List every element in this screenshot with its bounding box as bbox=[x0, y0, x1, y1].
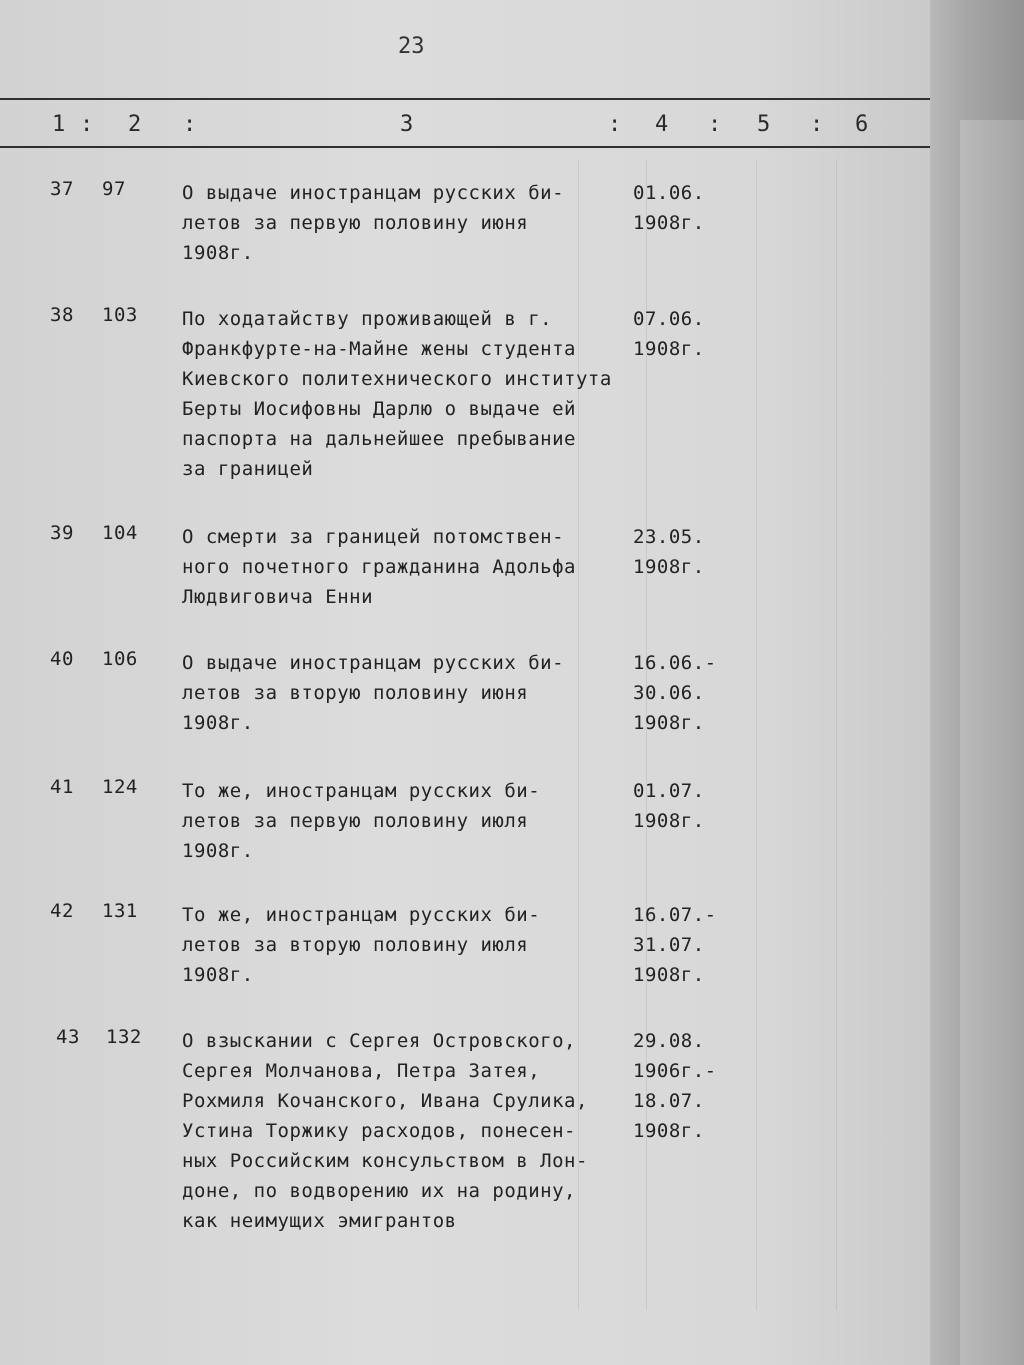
row-number: 38 bbox=[50, 304, 74, 326]
date-line: 31.07. bbox=[633, 934, 705, 956]
description-line: О взыскании с Сергея Островского, bbox=[182, 1030, 576, 1052]
description-line: Устина Торжику расходов, понесен- bbox=[182, 1120, 576, 1142]
date-line: 18.07. bbox=[633, 1090, 705, 1112]
document-number: 124 bbox=[102, 776, 138, 798]
description-line: Киевского политехнического института bbox=[182, 368, 612, 390]
column-separator: : bbox=[608, 112, 622, 137]
date-line: 1908г. bbox=[633, 338, 705, 360]
column-header-5: 5 bbox=[757, 112, 771, 137]
ghost-rule bbox=[836, 160, 837, 1310]
description-line: Людвиговича Енни bbox=[182, 586, 374, 608]
row-description bbox=[182, 776, 642, 866]
date-line: 16.07.- bbox=[633, 904, 717, 926]
description-line: 1908г. bbox=[182, 964, 254, 986]
description-line: 1908г. bbox=[182, 712, 254, 734]
description-line: летов за первую половину июля bbox=[182, 810, 529, 832]
date-line: 07.06. bbox=[633, 308, 705, 330]
table-top-rule bbox=[0, 98, 930, 100]
column-header-1: 1 bbox=[52, 112, 66, 137]
description-line: То же, иностранцам русских би- bbox=[182, 780, 541, 802]
row-number: 37 bbox=[50, 178, 74, 200]
row-description bbox=[182, 522, 642, 612]
column-header-3: 3 bbox=[400, 112, 414, 137]
row-date bbox=[633, 178, 733, 238]
date-line: 23.05. bbox=[633, 526, 705, 548]
description-line: летов за первую половину июня bbox=[182, 212, 529, 234]
date-line: 1908г. bbox=[633, 212, 705, 234]
row-description bbox=[182, 178, 642, 268]
column-separator: : bbox=[80, 112, 94, 137]
column-separator: : bbox=[708, 112, 722, 137]
row-description bbox=[182, 304, 642, 484]
date-line: 30.06. bbox=[633, 682, 705, 704]
row-number: 41 bbox=[50, 776, 74, 798]
row-number: 39 bbox=[50, 522, 74, 544]
table-header-rule bbox=[0, 146, 930, 148]
column-separator: : bbox=[810, 112, 824, 137]
row-description bbox=[182, 648, 642, 738]
description-line: доне, по водворению их на родину, bbox=[182, 1180, 576, 1202]
description-line: Рохмиля Кочанского, Ивана Срулика, bbox=[182, 1090, 588, 1112]
date-line: 1908г. bbox=[633, 556, 705, 578]
date-line: 29.08. bbox=[633, 1030, 705, 1052]
description-line: 1908г. bbox=[182, 242, 254, 264]
row-date bbox=[633, 1026, 733, 1146]
document-number: 103 bbox=[102, 304, 138, 326]
description-line: ного почетного гражданина Адольфа bbox=[182, 556, 576, 578]
description-line: О выдаче иностранцам русских би- bbox=[182, 182, 565, 204]
date-line: 1908г. bbox=[633, 810, 705, 832]
document-number: 104 bbox=[102, 522, 138, 544]
column-header-4: 4 bbox=[655, 112, 669, 137]
date-line: 01.07. bbox=[633, 780, 705, 802]
row-date bbox=[633, 304, 733, 364]
column-header-2: 2 bbox=[128, 112, 142, 137]
description-line: О выдаче иностранцам русских би- bbox=[182, 652, 565, 674]
description-line: 1908г. bbox=[182, 840, 254, 862]
document-number: 97 bbox=[102, 178, 126, 200]
date-line: 01.06. bbox=[633, 182, 705, 204]
row-date bbox=[633, 900, 733, 990]
date-line: 1908г. bbox=[633, 712, 705, 734]
row-number: 40 bbox=[50, 648, 74, 670]
row-number: 42 bbox=[50, 900, 74, 922]
description-line: ных Российским консульством в Лон- bbox=[182, 1150, 588, 1172]
description-line: за границей bbox=[182, 458, 314, 480]
date-line: 1908г. bbox=[633, 964, 705, 986]
date-line: 16.06.- bbox=[633, 652, 717, 674]
page-stack-shadow bbox=[960, 120, 1024, 1365]
description-line: Берты Иосифовны Дарлю о выдаче ей bbox=[182, 398, 576, 420]
row-number: 43 bbox=[56, 1026, 80, 1048]
date-line: 1906г.- bbox=[633, 1060, 717, 1082]
description-line: То же, иностранцам русских би- bbox=[182, 904, 541, 926]
description-line: Сергея Молчанова, Петра Затея, bbox=[182, 1060, 541, 1082]
document-number: 132 bbox=[106, 1026, 142, 1048]
row-date bbox=[633, 776, 733, 836]
column-separator: : bbox=[183, 112, 197, 137]
document-number: 131 bbox=[102, 900, 138, 922]
description-line: Франкфурте-на-Майне жены студента bbox=[182, 338, 576, 360]
column-header-6: 6 bbox=[855, 112, 869, 137]
date-line: 1908г. bbox=[633, 1120, 705, 1142]
row-date bbox=[633, 522, 733, 582]
row-description bbox=[182, 900, 642, 990]
description-line: паспорта на дальнейшее пребывание bbox=[182, 428, 576, 450]
description-line: О смерти за границей потомствен- bbox=[182, 526, 565, 548]
page-number: 23 bbox=[398, 34, 425, 59]
description-line: как неимущих эмигрантов bbox=[182, 1210, 457, 1232]
row-description bbox=[182, 1026, 642, 1236]
description-line: По ходатайству проживающей в г. bbox=[182, 308, 553, 330]
document-number: 106 bbox=[102, 648, 138, 670]
row-date bbox=[633, 648, 733, 738]
description-line: летов за вторую половину июля bbox=[182, 934, 529, 956]
ghost-rule bbox=[756, 160, 757, 1310]
description-line: летов за вторую половину июня bbox=[182, 682, 529, 704]
